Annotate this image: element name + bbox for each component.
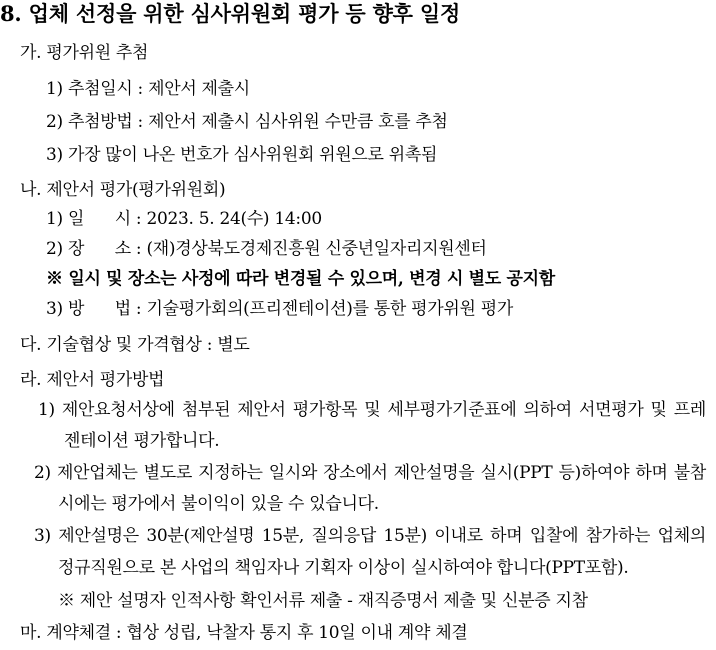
ga-item-1: 1) 추첨일시 : 제안서 제출시 [46,79,250,99]
ra-note: ※ 제안 설명자 인적사항 확인서류 제출 - 재직증명서 제출 및 신분증 지참 [58,591,588,611]
subsection-ma-heading: 마. 계약체결 : 협상 성립, 낙찰자 통지 후 10일 이내 계약 체결 [20,623,468,643]
na-note: ※ 일시 및 장소는 사정에 따라 변경될 수 있으며, 변경 시 별도 공지함 [46,269,555,289]
ga-item-2: 2) 추첨방법 : 제안서 제출시 심사위원 수만큼 호를 추첨 [46,112,448,132]
ra-item-1-line-1: 1) 제안요청서상에 첨부된 제안서 평가항목 및 세부평가기준표에 의하여 서면평가 및 프레 [38,400,706,420]
ga-item-3: 3) 가장 많이 나온 번호가 심사위원회 위원으로 위촉됨 [46,145,438,165]
ra-item-2-line-2: 시에는 평가에서 불이익이 있을 수 있습니다. [58,494,379,514]
subsection-na-heading: 나. 제안서 평가(평가위원회) [20,180,226,200]
subsection-ga-heading: 가. 평가위원 추첨 [20,43,149,63]
na-item-1: 1) 일 시 : 2023. 5. 24(수) 14:00 [46,209,322,229]
na-item-2: 2) 장 소 : (재)경상북도경제진흥원 신중년일자리지원센터 [46,239,487,259]
ra-item-1-line-2: 젠테이션 평가합니다. [64,431,220,451]
section-title: 8. 업체 선정을 위한 심사위원회 평가 등 향후 일정 [0,1,461,26]
subsection-da-heading: 다. 기술협상 및 가격협상 : 별도 [20,335,250,355]
ra-item-2-line-1: 2) 제안업체는 별도로 지정하는 일시와 장소에서 제안설명을 실시(PPT 등)하여야 하며 불참 [34,463,706,483]
ra-item-3-line-1: 3) 제안설명은 30분(제안설명 15분, 질의응답 15분) 이내로 하며 입찰에 참가하는 업체의 [34,526,706,546]
na-item-3: 3) 방 법 : 기술평가회의(프리젠테이션)를 통한 평가위원 평가 [46,299,513,319]
subsection-ra-heading: 라. 제안서 평가방법 [20,370,165,390]
ra-item-3-line-2: 정규직원으로 본 사업의 책임자나 기획자 이상이 실시하여야 합니다(PPT포함). [58,558,629,578]
